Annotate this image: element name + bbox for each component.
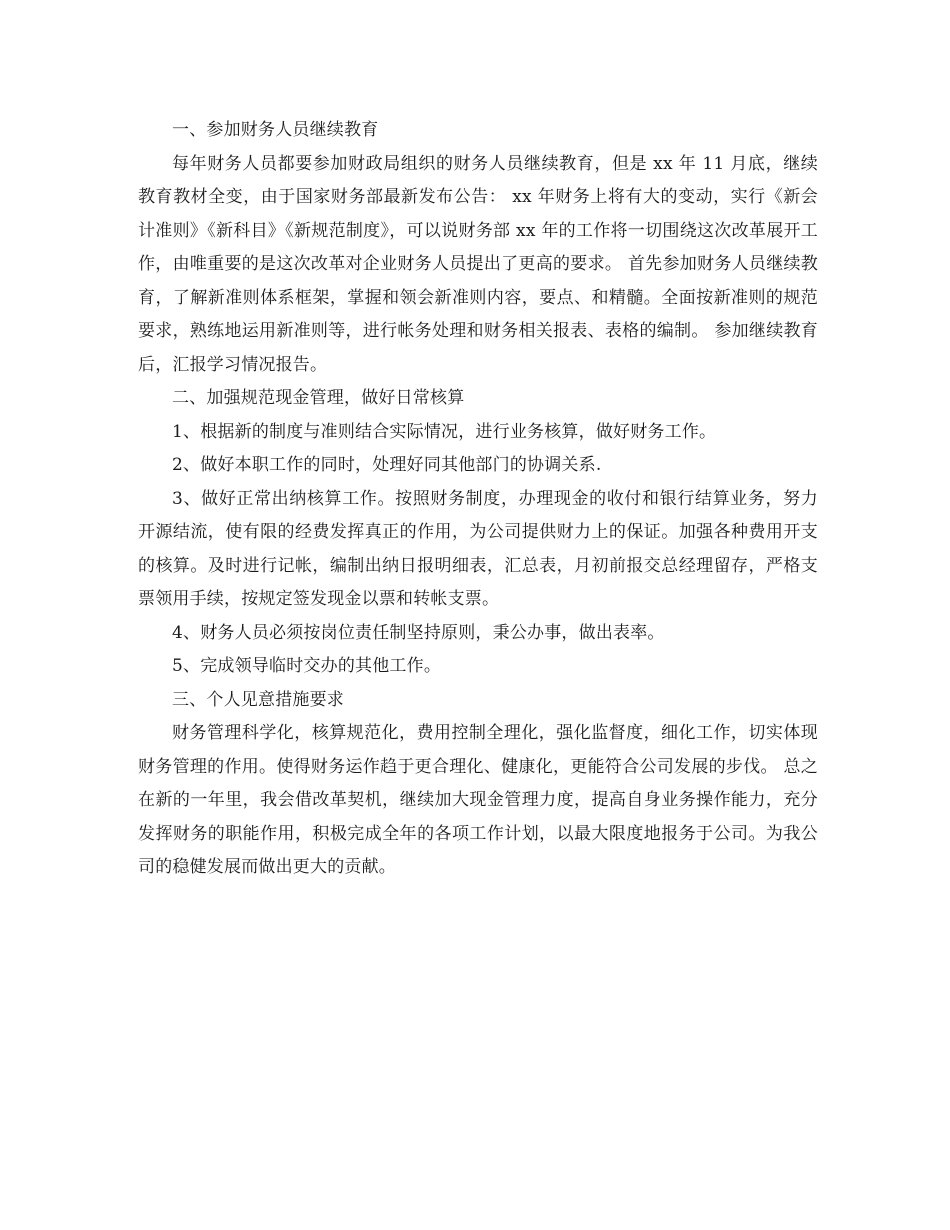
section-2-item-1: 1、根据新的制度与准则结合实际情况，进行业务核算，做好财务工作。 [172, 421, 717, 442]
section-3-body: 财务管理科学化，核算规范化，费用控制全理化，强化监督度，细化工作，切实体现财务管理的作用。使得财务运作趋于更合理化、健康化，更能符合公司发展的步伐。 总之在新的一年里，我会借改革契机，继续加大现金管理力度，提高自身业务操作能力，充分发挥财务的职能作用，积极完成全年的各项工作计划，以最大限度地报务于公司。为我公司的稳健发展而做出更大的贡献。 [138, 723, 818, 877]
section-2-item-3: 3、做好正常出纳核算工作。按照财务制度，办理现金的收付和银行结算业务，努力开源结流，使有限的经费发挥真正的作用，为公司提供财力上的保证。加强各种费用开支的核算。及时进行记帐，编制出纳日报明细表，汇总表，月初前报交总经理留存，严格支票领用手续，按规定签发现金以票和转帐支票。 [138, 488, 818, 609]
section-2-item-5: 5、完成领导临时交办的其他工作。 [172, 656, 442, 676]
section-2-item-4: 4、财务人员必须按岗位责任制坚持原则，秉公办事，做出表率。 [172, 622, 665, 643]
section-1-heading: 一、参加财务人员继续教育 [172, 120, 379, 140]
section-2-item-2: 2、做好本职工作的同时，处理好同其他部门的协调关系. [172, 455, 602, 475]
section-1-body: 每年财务人员都要参加财政局组织的财务人员继续教育，但是 xx 年 11 月底，继续教育教材全变，由于国家财务部最新发布公告： xx 年财务上将有大的变动，实行《新会计准则》《新科目》《新规范制度》，可以说财务部 xx 年的工作将一切围绕这次改革展开工作，由唯重要的是这次改革对企业财务人员提出了更高的要求。 首先参加财务人员继续教育，了解新准则体系框架，掌握和领会新准则内容，要点、和精髓。全面按新准则的规范要求，熟练地运用新准则等，进行帐务处理和财务相关报表、表格的编制。 参加继续教育后，汇报学习情况报告。 [138, 153, 818, 375]
document-body [138, 114, 818, 885]
section-3-heading: 三、个人见意措施要求 [172, 689, 344, 710]
section-2-heading: 二、加强规范现金管理，做好日常核算 [172, 388, 465, 408]
